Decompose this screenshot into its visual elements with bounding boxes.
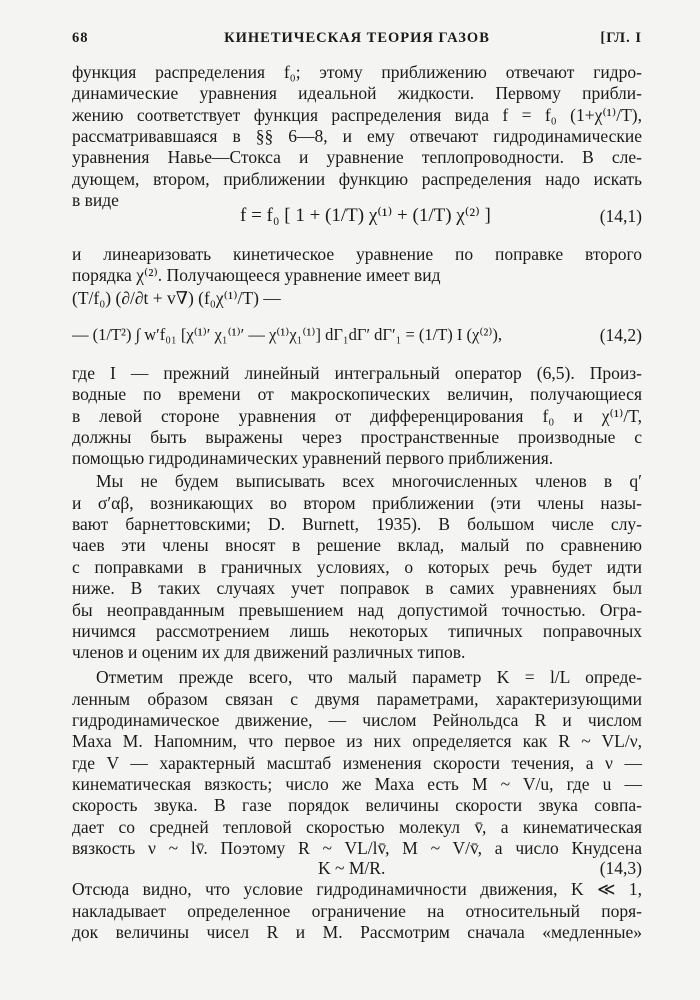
- text-line: ленным образом связан с двумя параметрами, характеризующими: [72, 688, 642, 709]
- text-line: бы неоправданным превышением над допустимой точностью. Огра-: [72, 599, 642, 620]
- text-line: где V — характерный масштаб изменения скорости течения, а ν —: [72, 752, 642, 773]
- text-line: вязкость ν ~ lv̄. Поэтому R ~ VL/lv̄, M ~ V/v̄, а число Кнудсена: [72, 838, 642, 859]
- text-line: где I — прежний линейный интегральный оператор (6,5). Произ-: [72, 362, 642, 383]
- text-line: и линеаризовать кинетическое уравнение по поправке второго: [72, 243, 642, 264]
- equation-14-2-line1: (T/f₀) (∂/∂t + v∇) (f₀χ⁽¹⁾/T) —: [72, 288, 281, 309]
- text-line: в левой стороне уравнения от дифференцирования f₀ и χ⁽¹⁾/T,: [72, 405, 642, 426]
- text-line: помощью гидродинамических уравнений первого приближения.: [72, 448, 554, 469]
- text-line: функция распределения f₀; этому приближению отвечают гидро-: [72, 62, 642, 82]
- chapter-label: [ГЛ. I: [600, 30, 642, 46]
- text-line: членов и оценим их для движений различных типов.: [72, 642, 466, 663]
- text-line: Отметим прежде всего, что малый параметр K = l/L опреде-: [96, 667, 642, 688]
- text-line: уравнения Навье—Стокса и уравнение теплопроводности. В сле-: [72, 147, 642, 168]
- text-line: дает со средней тепловой скоростью молекул v̄, а кинематическая: [72, 816, 642, 837]
- text-line: чаев эти члены вносят в решение вклад, малый по сравнению: [72, 535, 642, 556]
- page-number: 68: [72, 30, 89, 46]
- text-line: гидродинамическое движение, — числом Рейнольдса R и числом: [72, 709, 642, 730]
- text-line: Маха M. Напомним, что первое из них определяется как R ~ VL/ν,: [72, 731, 642, 752]
- text-line: порядка χ⁽²⁾. Получающееся уравнение имеет вид: [72, 264, 441, 285]
- page-header: [72, 30, 642, 52]
- text-line: вают барнеттовскими; D. Burnett, 1935). В большом числе слу-: [72, 514, 642, 535]
- equation-number: (14,3): [599, 857, 642, 878]
- text-line: должны быть выражены через пространственные производные с: [72, 426, 642, 447]
- text-line: дующем, втором, приближении функцию распределения надо искать: [72, 168, 642, 189]
- text-line: ниже. В таких случаях учет поправок в самих уравнениях был: [72, 578, 642, 599]
- text-line: Мы не будем выписывать всех многочисленных членов в q′: [96, 471, 642, 492]
- text-line: ничимся рассмотрением лишь некоторых типичных поправочных: [72, 620, 642, 641]
- text-line: скорость звука. В газе порядок величины скорости звука совпа-: [72, 795, 642, 816]
- text-line: накладывает определенное ограничение на относительный поря-: [72, 900, 642, 921]
- text-line: водные по времени от макроскопических величин, получающиеся: [72, 384, 642, 405]
- equation-number: (14,1): [599, 206, 642, 227]
- text-line: в виде: [72, 190, 119, 211]
- text-line: и σ′αβ, возникающих во втором приближении (эти члены назы-: [72, 492, 642, 513]
- text-line: жению соответствует функция распределения вида f = f₀ (1+χ⁽¹⁾/T),: [72, 104, 642, 125]
- text-line: кинематическая вязкость; число же Маха есть M ~ V/u, где u —: [72, 774, 642, 794]
- text-line: рассматривавшаяся в §§ 6—8, и ему отвечают гидродинамические: [72, 126, 642, 147]
- equation-14-3: K ~ M/R.: [318, 857, 386, 878]
- running-title: КИНЕТИЧЕСКАЯ ТЕОРИЯ ГАЗОВ: [224, 30, 490, 46]
- text-line: Отсюда видно, что условие гидродинамичности движения, K ≪ 1,: [72, 879, 642, 900]
- text-line: док величины чисел R и M. Рассмотрим сначала «медленные»: [72, 922, 642, 943]
- equation-number: (14,2): [599, 325, 642, 346]
- equation-14-2-line2: — (1/T²) ∫ w′f₀₁ [χ⁽¹⁾′ χ₁⁽¹⁾′ — χ⁽¹⁾χ₁⁽¹⁾] dΓ₁dΓ′ dΓ′₁ = (1/T) I (χ⁽²⁾),: [72, 325, 503, 345]
- text-line: с поправками в граничных условиях, о которых речь будет идти: [72, 556, 642, 577]
- text-line: динамические уравнения идеальной жидкости. Первому прибли-: [72, 83, 642, 104]
- equation-14-1: f = f₀ [ 1 + (1/T) χ⁽¹⁾ + (1/T) χ⁽²⁾ ]: [240, 205, 491, 227]
